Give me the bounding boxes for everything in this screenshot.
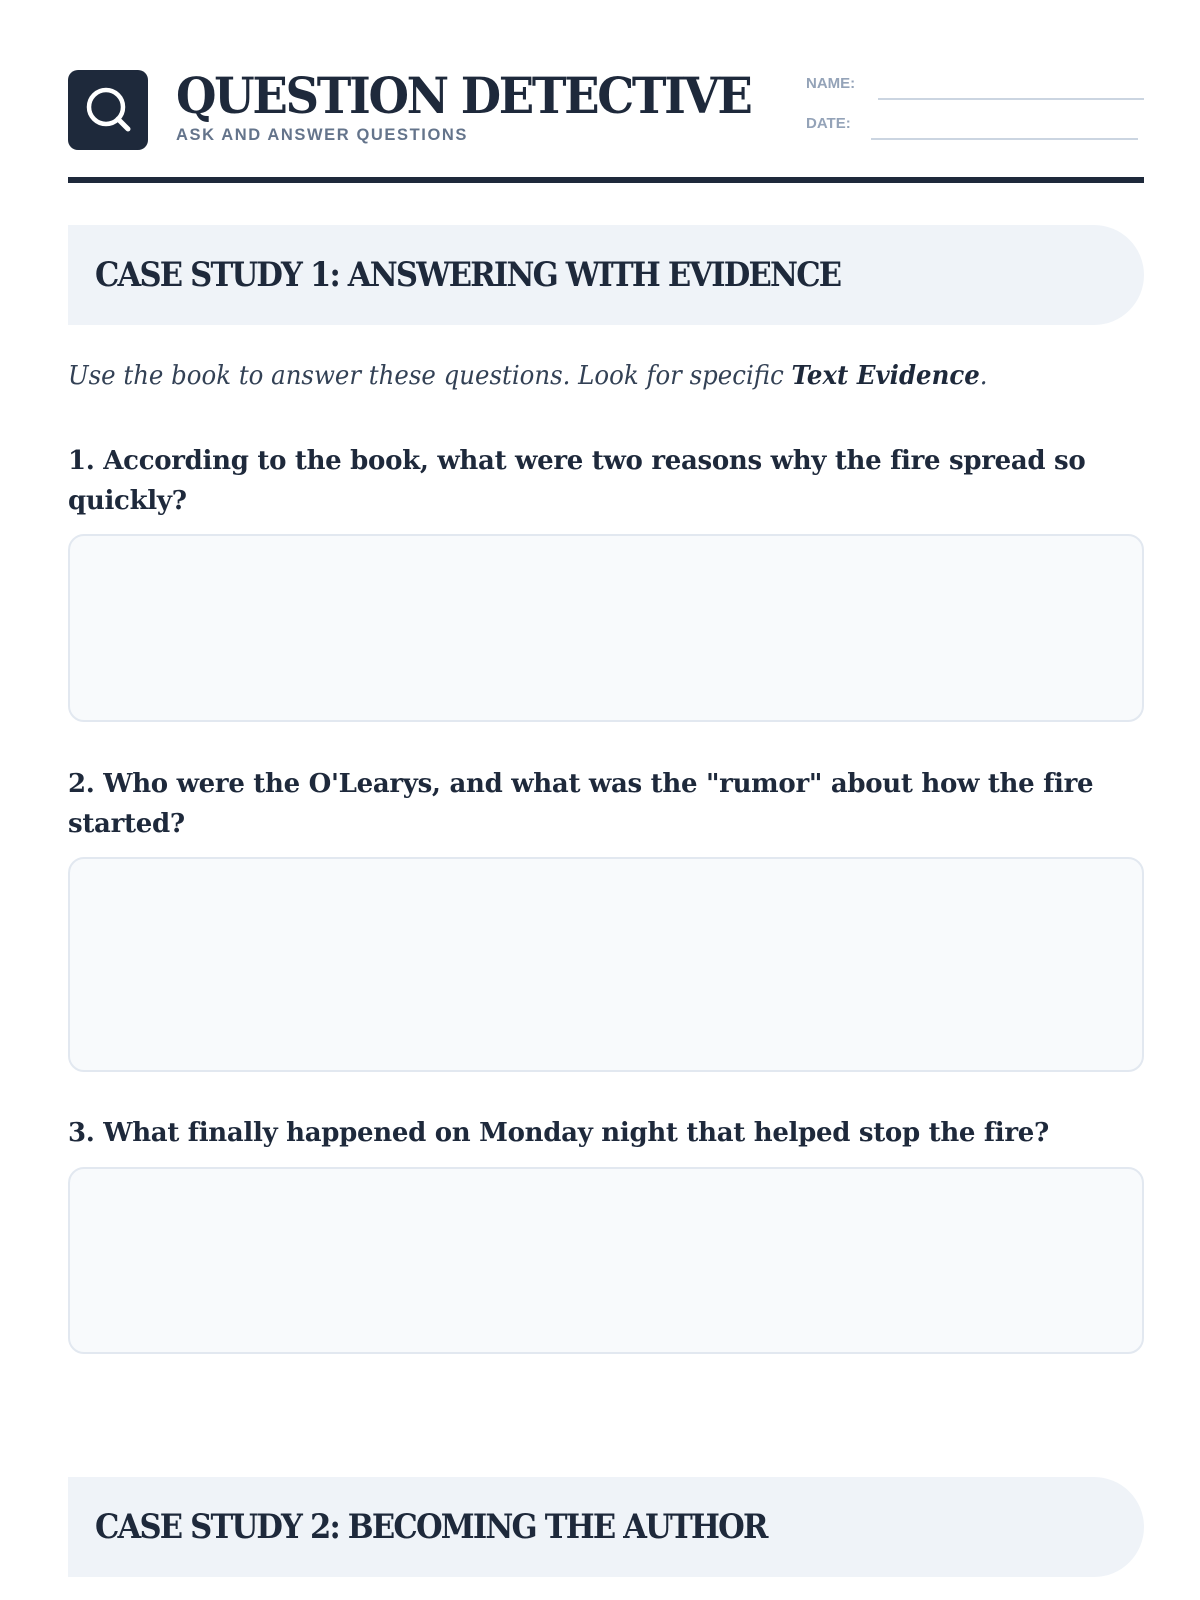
- case-study-1-title: CASE STUDY 1: ANSWERING WITH EVIDENCE: [95, 255, 841, 295]
- question-3: 3. What finally happened on Monday night that helped stop the fire?: [68, 1118, 1049, 1148]
- question-2: 2. Who were the O'Learys, and what was the "rumor" about how the fire started?: [68, 769, 1094, 839]
- worksheet-title: QUESTION DETECTIVE: [176, 66, 751, 125]
- name-label: NAME:: [806, 75, 856, 92]
- worksheet-header: [68, 66, 1144, 182]
- name-field[interactable]: [878, 98, 1144, 100]
- worksheet-subtitle: ASK AND ANSWER QUESTIONS: [176, 126, 469, 144]
- instructions: [68, 361, 988, 391]
- answer-box-1[interactable]: [68, 534, 1144, 722]
- answer-box-2[interactable]: [68, 857, 1144, 1072]
- case-study-1-banner: [68, 225, 1144, 325]
- date-field[interactable]: [871, 138, 1138, 140]
- case-study-2-title: CASE STUDY 2: BECOMING THE AUTHOR: [95, 1507, 767, 1547]
- date-label: DATE:: [806, 115, 851, 132]
- header-divider: [68, 177, 1144, 183]
- answer-box-3[interactable]: [68, 1167, 1144, 1354]
- question-1: 1. According to the book, what were two reasons why the fire spread so quickly?: [68, 446, 1086, 516]
- instructions-emphasis: Text Evidence: [791, 361, 980, 391]
- logo-badge: [68, 70, 148, 150]
- instructions-lead: Use the book to answer these questions. Look for specific: [68, 361, 792, 391]
- instructions-tail: .: [979, 361, 988, 391]
- magnifier-icon: [68, 70, 148, 150]
- case-study-2-banner: [68, 1477, 1144, 1577]
